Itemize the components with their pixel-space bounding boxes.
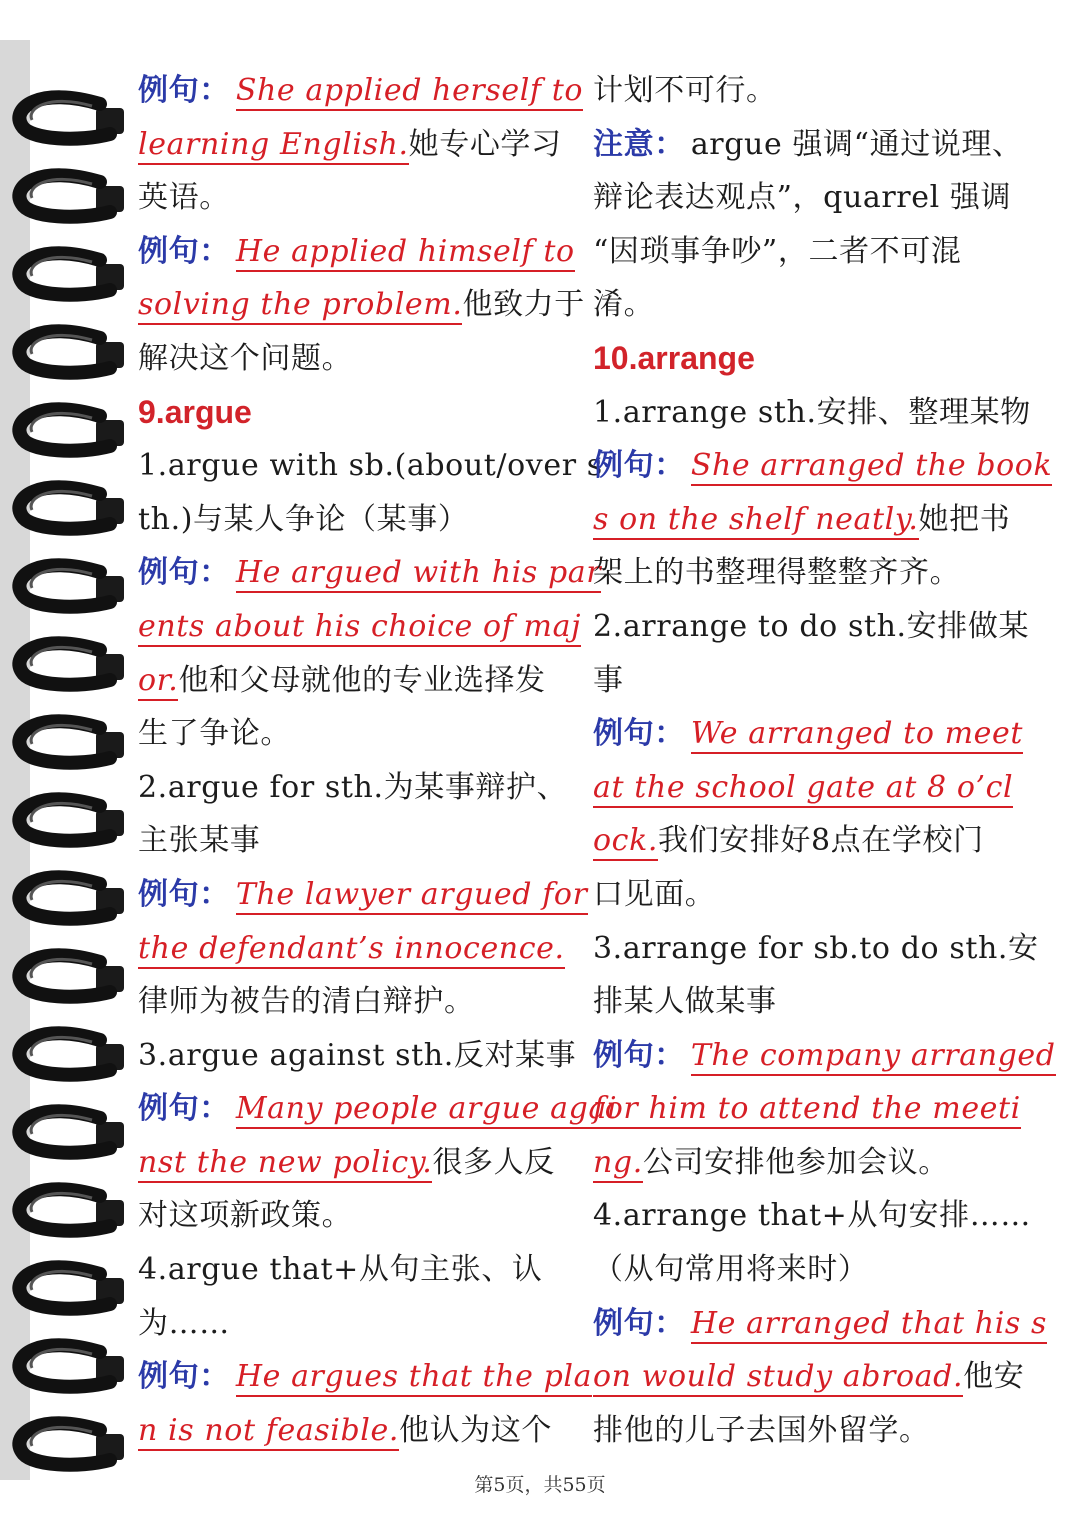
text-line: 主张某事 [138,823,261,859]
text-line: 4.arrange that+从句安排…… [593,1198,1031,1234]
translation-text: argue 强调“通过说理、 [690,126,1023,162]
example-line [138,118,574,172]
spiral-ring-icon [19,253,124,294]
example-line [138,1350,593,1404]
example-sentence: The company arranged [691,1038,1056,1076]
translation-text: 他致力于 [462,287,585,323]
text-line: th.)与某人争论（某事） [138,501,469,537]
right-column [593,64,1056,1457]
example-sentence: He applied himself to [236,234,575,272]
text-line: 2.arrange to do sth.安排做某 [593,608,1030,644]
example-sentence: She arranged the book [691,448,1052,486]
example-label: 例句： [138,73,230,108]
example-line [138,546,602,600]
text-line: 对这项新政策。 [138,1198,353,1234]
text-line: “因琐事争吵”，二者不可混 [593,233,962,269]
example-sentence: the defendant’s innocence. [138,931,565,969]
spiral-ring-icon [19,97,124,138]
example-sentence: He argued with his par [236,555,601,593]
example-line [593,439,1053,493]
spiral-ring-icon [19,1111,124,1152]
example-line [593,1029,1056,1083]
example-line [138,1404,574,1458]
example-line [593,761,1029,815]
example-label: 例句： [138,233,230,269]
text-line: 架上的书整理得整整齐齐。 [593,555,961,591]
example-label: 例句： [593,448,685,484]
example-line [593,1082,1029,1136]
example-sentence: s on the shelf neatly. [593,502,919,540]
spiral-ring-icon [19,175,124,216]
text-line: 3.arrange for sb.to do sth.安 [593,930,1039,966]
example-sentence: ng. [593,1145,643,1183]
example-label: 例句： [593,1305,685,1341]
text-line: 2.argue for sth.为某事辩护、 [138,769,568,805]
example-line [138,225,574,279]
example-line [593,707,1029,761]
example-line [138,64,584,118]
example-sentence: Many people argue agai [236,1091,617,1129]
example-sentence: solving the problem. [138,287,462,325]
example-sentence: for him to attend the meeti [593,1091,1021,1129]
text-line: 1.argue with sb.(about/over s [138,448,603,484]
example-line [593,118,1029,172]
text-line: 3.argue against sth.反对某事 [138,1037,577,1073]
example-line [138,868,588,922]
translation-text: 她专心学习 [408,126,562,162]
example-label: 例句： [138,1359,230,1395]
spiral-ring-icon [19,955,124,996]
text-line: 律师为被告的清白辩护。 [138,984,475,1020]
text-line: 为…… [138,1305,230,1341]
spiral-ring-icon [19,487,124,528]
example-sentence: nst the new policy. [138,1145,432,1183]
section-heading: 9.argue [138,393,252,430]
translation-text: 公司安排他参加会议。 [642,1144,949,1180]
example-sentence: n is not feasible. [138,1413,399,1451]
example-sentence: ock. [593,823,658,861]
text-line: 解决这个问题。 [138,340,353,376]
example-line [138,278,585,332]
example-line [138,1136,574,1190]
spiral-binding [0,40,135,1480]
example-label: 例句： [138,1091,230,1127]
example-line [138,654,574,708]
text-line: 排他的儿子去国外留学。 [593,1412,930,1448]
spiral-ring-icon [19,877,124,918]
spiral-ring-icon [19,1423,124,1464]
text-line: 事 [593,662,624,698]
translation-text: 他和父母就他的专业选择发 [178,662,546,698]
spiral-ring-icon [19,1345,124,1386]
example-label: 例句： [593,716,685,752]
left-column [138,64,618,1457]
text-line: 辩论表达观点”，quarrel 强调 [593,180,1012,216]
text-line: 排某人做某事 [593,984,777,1020]
example-sentence: He argues that the pla [236,1359,592,1397]
example-sentence: at the school gate at 8 o’cl [593,770,1013,808]
spiral-ring-icon [19,565,124,606]
translation-text: 很多人反 [432,1144,555,1180]
example-sentence: He arranged that his s [691,1306,1047,1344]
example-line [138,600,581,654]
example-sentence: We arranged to meet [691,716,1023,754]
example-line [138,1082,618,1136]
spiral-ring-icon [19,799,124,840]
spiral-ring-icon [19,1033,124,1074]
example-label: 注意： [593,126,685,162]
text-line: 生了争论。 [138,716,291,752]
example-sentence: ents about his choice of maj [138,609,581,647]
text-line: 淆。 [593,287,655,323]
example-label: 例句： [593,1037,685,1073]
example-line [593,814,1029,868]
example-sentence: on would study abroad. [593,1359,963,1397]
example-sentence: learning English. [138,127,409,165]
example-line [593,1136,1029,1190]
example-sentence: The lawyer argued for [236,877,588,915]
example-line [593,493,1029,547]
text-line: （从句常用将来时） [593,1252,869,1288]
example-line [593,1297,1048,1351]
translation-text: 他认为这个 [398,1412,552,1448]
example-label: 例句： [138,555,230,591]
spiral-ring-icon [19,1267,124,1308]
spiral-ring-icon [19,331,124,372]
text-line: 1.arrange sth.安排、整理某物 [593,394,1031,430]
example-label: 例句： [138,876,230,912]
text-line: 英语。 [138,180,230,216]
example-sentence: She applied herself to [236,73,583,111]
spiral-ring-icon [19,721,124,762]
example-line [593,1350,1029,1404]
spiral-ring-icon [19,1189,124,1230]
example-line [138,922,574,976]
text-line: 口见面。 [593,876,716,912]
spiral-ring-icon [19,643,124,684]
example-sentence: or. [138,663,178,701]
text-line: 计划不可行。 [593,73,777,108]
section-heading: 10.arrange [593,339,755,376]
translation-text: 他安 [963,1359,1025,1395]
text-line: 4.argue that+从句主张、认 [138,1252,543,1288]
translation-text: 她把书 [918,501,1011,537]
spiral-ring-icon [19,409,124,450]
translation-text: 我们安排好8点在学校门 [657,823,984,859]
page-footer: 第5页，共55页 [474,1474,606,1496]
